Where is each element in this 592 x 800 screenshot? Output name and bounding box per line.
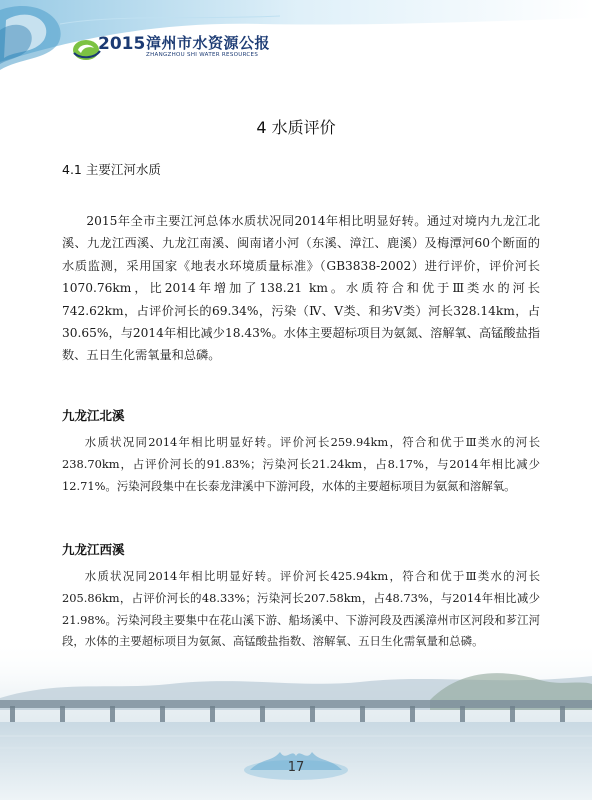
intro-paragraph: 2015年全市主要江河总体水质状况同2014年相比明显好转。通过对境内九龙江北溪、九龙江西溪、九龙江南溪、闽南诸小河（东溪、漳江、鹿溪）及梅潭河60个断面的水质监测，采用国家《地表水环境质量标准》（GB3838-2002）进行评价，评价河长1070.76km，比2014年增加了138.21 km。水质符合和优于Ⅲ类水的河长742.62km，占评价河长的69.34%，污染（Ⅳ、Ⅴ类、和劣Ⅴ类）河长328.14km，占30.65%，与2014年相比减少18.43%。水体主要超标项目为氨氮、溶解氧、高锰酸盐指数、五日生化需氧量和总磷。 bbox=[62, 214, 540, 363]
section-title: 4.1 主要江河水质 bbox=[62, 162, 161, 177]
page-number: 17 bbox=[287, 760, 305, 775]
footer-bridge-scene bbox=[0, 640, 592, 800]
report-subtitle: ZHANGZHOU SHI WATER RESOURCES bbox=[146, 52, 259, 58]
west-river-paragraph: 水质状况同2014年相比明显好转。评价河长425.94km，符合和优于Ⅲ类水的河长205.86km，占评价河长的48.33%；污染河长207.58km，占48.73%，与2014年相比减少21.98%。污染河段主要集中在花山溪下游、船场溪中、下游河段及西溪漳州市区河段和芗江河 bbox=[62, 569, 540, 627]
north-river-paragraph: 水质状况同2014年相比明显好转。评价河长259.94km，符合和优于Ⅲ类水的河长238.70km，占评价河长的91.83%；污染河长21.24km，占8.17%，与2014年相比减少12.71%。污染河段集中在长泰龙津溪中下游河段，水体的主要超标项目为氨氮和溶解氧。 bbox=[62, 435, 540, 493]
report-title: 漳州市水资源公报 bbox=[146, 34, 271, 52]
report-logo bbox=[70, 30, 290, 70]
report-year: 2015 bbox=[98, 34, 146, 54]
west-river-heading: 九龙江西溪 bbox=[62, 542, 125, 557]
north-river-heading: 九龙江北溪 bbox=[62, 408, 125, 423]
chapter-title: 4 水质评价 bbox=[256, 118, 336, 137]
